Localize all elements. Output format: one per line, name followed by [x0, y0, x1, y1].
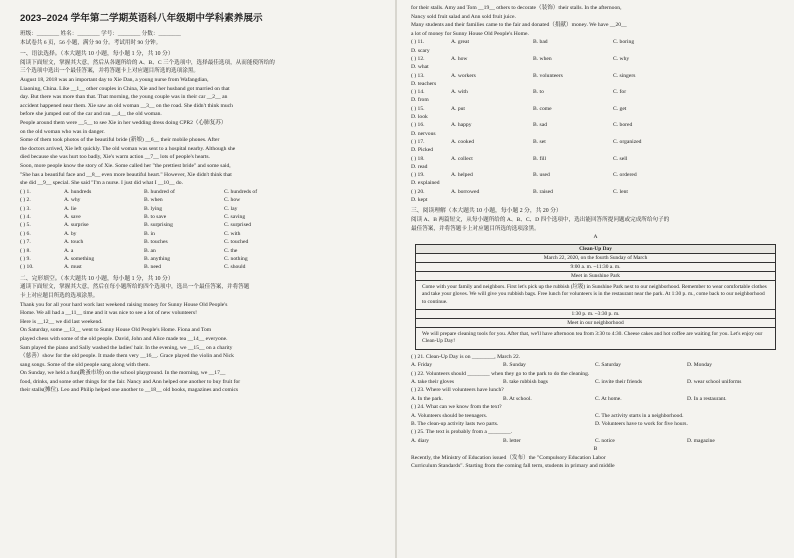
question-options: A. take their gloves B. take rubbish bags C. invite their friends D. wear school uniforms: [411, 379, 742, 386]
question-stem: ( ) 24. What can we know from the text?: [411, 404, 502, 411]
question-stem: ( ) 21. Clean-Up Day is on ________, March 22.: [411, 353, 521, 360]
passage-line: played chess with some of the old people. David, John and Alice made tea __14__ everyone.: [20, 335, 228, 342]
student-info-line: 班级：________ 姓名：________ 学号：________ 分数：________: [20, 31, 181, 37]
option-row: ( ) 12. A. how B. when C. why D. what: [411, 55, 630, 71]
question-25: [411, 428, 780, 445]
passage-line: before she jumped out of the car and ran __4__ the old woman.: [20, 111, 162, 118]
passage-line: Some of them took photos of the beautiful bride (新娘) __6__ their mobile phones. After: [20, 137, 220, 144]
passage-line: Nancy sold fruit salad and Ann sold fruit juice.: [411, 13, 516, 20]
passage-line: a lot of money for Sunny House Old People's Home.: [411, 30, 529, 37]
passage-line: their stalls(摊位). Leo and Philip helped one another to __18__ old books, magazines and comics: [20, 387, 239, 394]
notice-time-afternoon: 1:30 p. m. ~3:30 p. m.: [416, 310, 775, 319]
passage-line: Curriculum Standards". Starting from the coming fall term, students in primary and middle: [411, 463, 615, 470]
option-row: ( ) 1. A. hundreds B. hundred of C. hundreds of: [20, 188, 258, 195]
question-stem: ( ) 25. The text is probably from a ________.: [411, 429, 513, 436]
passage-line: for their stalls. Amy and Tom __19__ others to decorate（装饰）their stalls. In the afternoon,: [411, 5, 622, 11]
section2-options: [411, 38, 780, 204]
option-row: ( ) 19. A. helped B. used C. ordered D. explained: [411, 172, 637, 187]
exam-title: 2023–2024 学年第二学期英语科八年级期中学科素养展示: [20, 13, 263, 24]
option-row: ( ) 20. A. borrowed B. raised C. lent D. kept: [411, 188, 628, 204]
clean-up-notice: [415, 244, 776, 350]
section1-heading: 一、语法选择。（本大题共 10 小题，每小题 1 分，共 10 分）: [20, 51, 174, 58]
passage-line: on the old woman who was in danger.: [20, 128, 105, 135]
passage-line: accident happened near them. Xie saw an old woman __3__ on the road. She didn't think much: [20, 102, 233, 109]
passage-line: Thank you for all your hard work last weekend raising money for Sunny House Old People's: [20, 301, 228, 308]
section3-direction: 最佳答案，并将答题卡上对应题目所选的选项涂黑。: [411, 225, 540, 232]
option-row: ( ) 17. A. cooked B. set C. organized D. Picked: [411, 138, 642, 154]
section2-direction: 通读下面短文，掌握其大意，然后在每小题所给的四个选项中，选出一个最佳答案，并将答题: [20, 284, 250, 291]
passage-line: Here is __12__ we did last weekend.: [20, 318, 103, 325]
section1-passage: [20, 76, 385, 188]
notice-date: March 22, 2020, on the fourth Sunday of March: [416, 254, 775, 263]
option-row: ( ) 4. A. save B. to save C. saving: [20, 213, 246, 220]
question-24: [411, 403, 780, 428]
option-row: ( ) 18. A. collect B. fill C. sell D. read: [411, 155, 628, 170]
section1-options: [20, 188, 385, 272]
passage-a-label: A: [593, 234, 598, 241]
option-row: ( ) 11. A. great B. bad C. boring D. scary: [411, 39, 635, 54]
passage-line: On Saturday, some __13__ went to Sunny House Old People's Home. Fiona and Tom: [20, 327, 212, 334]
notice-place-neighborhood: Meet in our neighborhood: [416, 319, 775, 328]
section3-heading: 三、阅读理解（本大题共 10 小题，每小题 2 分，共 20 分）: [411, 208, 562, 215]
question-options: A. Friday B. Sunday C. Saturday D. Monday: [411, 362, 713, 369]
option-row: ( ) 15. A. put B. come C. get D. look: [411, 105, 627, 121]
question-options: A. diary B. letter C. notice D. magazine: [411, 437, 715, 444]
notice-text-morning: Come with your family and neighbors. First let's pick up the rubbish (垃圾) in Sunshine Park next to our neighborhood. Remember to wear comfortable clothes and take your gloves. We will give you rubbish bags. Free lunch for volunteers is in the restaurant near the park. At 1:30 p. m., come back to our neighborhood to continue.: [416, 281, 775, 310]
section1-direction: 阅读下面短文，掌握其大意，然后从各题所给的 A、B、C 三个选项中，选择最佳选项，从而能使所给的: [20, 59, 275, 66]
option-row: ( ) 8. A. a B. an C. the: [20, 247, 238, 254]
passage-line: food, drinks, and some other things for the fair. Nancy and Ann helped one another to buy fruit for: [20, 378, 241, 385]
option-row: ( ) 3. A. lie B. lying C. lay: [20, 205, 238, 212]
notice-place-park: Meet in Sunshine Park: [416, 272, 775, 281]
option-row: ( ) 6. A. by B. in C. with: [20, 230, 241, 237]
passage-line: the doctors arrived, Xie left quickly. The old woman was sent to a hospital nearby. Although she: [20, 145, 236, 152]
question-options: A. Volunteers should be teenagers. C. The activity starts in a neighborhood. B. The clean-up activity lasts two parts. D. Volunteers have to work for five hours.: [411, 412, 688, 427]
option-row: ( ) 7. A. touch B. touches C. touched: [20, 239, 249, 246]
question-options: A. In the park. B. At school. C. At home. D. In a restaurant.: [411, 395, 727, 402]
passage-line: On Sunday, we held a fun(跳蚤市场) on the school playground. In the morning, we __17__: [20, 370, 226, 377]
passage-line: Liaoning, China. Like __1__ other couples in China, Xie and her husband got married on that: [20, 85, 230, 92]
section1-direction: 三个选项中选出一个最佳答案，并将答题卡上对应题目所选的选项涂黑。: [20, 68, 200, 75]
passage-line: Sam played the piano and Sally washed the ladies' hair. In the evening, we __15__ on a charity: [20, 344, 233, 351]
option-row: ( ) 14. A. with B. to C. for D. from: [411, 89, 627, 104]
option-row: ( ) 10. A. must B. need C. should: [20, 264, 246, 271]
passage-line: August 18, 2018 was an important day to Xie Dan, a young nurse from Wafangdian,: [20, 76, 209, 83]
option-row: ( ) 5. A. surprise B. surprising C. surprised: [20, 222, 252, 229]
question-21: [411, 353, 780, 370]
passage-line: she did __9__ special. She said "I'm a nurse. I just did what I __10__ do.: [20, 180, 183, 187]
exam-instruction: 本试卷共 6 页，56 小题，满分 90 分。考试用时 90 分钟。: [20, 39, 162, 46]
option-row: ( ) 13. A. workers B. volunteers C. singers D. teachers: [411, 72, 636, 87]
question-23: [411, 386, 780, 403]
right-page: [397, 0, 794, 558]
notice-time-morning: 9:00 a. m. ~11:30 a. m.: [416, 263, 775, 272]
passage-b-label: B: [593, 445, 598, 452]
option-row: ( ) 16. A. happy B. sad C. bored D. nervous: [411, 122, 633, 137]
passage-line: sang songs. Some of the old people sang along with them.: [20, 361, 150, 368]
question-22: [411, 370, 780, 387]
passage-line: day. But there was more than that. That morning, the young couple was in their car __2__ an: [20, 94, 228, 101]
notice-title: Clean-Up Day: [416, 245, 775, 254]
passage-line: died because she was hurt too badly, Xie's warm action __7__ lots of people's hearts.: [20, 154, 210, 161]
option-row: ( ) 9. A. something B. anything C. nothing: [20, 255, 248, 262]
section2-heading: 二、完形填空。（本大题共 10 小题，每小题 1 分，共 10 分）: [20, 275, 174, 282]
passage-line: Home. We all had a __11__ time and it was nice to see a lot of new volunteers!: [20, 310, 197, 317]
passage-line: "She has a beautiful face and __8__ even more beautiful heart." However, Xie didn't think that: [20, 171, 232, 178]
option-row: ( ) 2. A. why B. when C. how: [20, 197, 241, 204]
section2-passage-cont: [411, 4, 780, 38]
section2-direction: 卡上对应题目所选的选项涂黑。: [20, 292, 99, 299]
section3-direction: 阅读 A、B 两篇短文，从每小题所给的 A、B、C、D 四个选项中，选出能回答所提问题或完成所给句子的: [411, 216, 670, 223]
section2-passage: [20, 301, 385, 396]
notice-text-afternoon: We will prepare cleaning tools for you. After that, we'll have afternoon tea from 3:30 to 4:30. Cheese cakes and hot coffee are waiting for you. Let's enjoy our Clean-Up Day!: [422, 330, 763, 345]
passage-line: Soon, more people know the story of Xie. Some called her "the prettiest bride" and some said,: [20, 162, 231, 169]
passage-line: Many students and their families came to the fair and donated（捐献）money. We have __20__: [411, 22, 627, 29]
question-stem: ( ) 22. Volunteers should ________ when they go to the park to do the cleaning.: [411, 370, 590, 377]
passage-line: （慈善）show for the old people. It made them very __16__. Grace played the violin and Nick: [20, 353, 234, 360]
passage-line: Recently, the Ministry of Education issued（发布）the "Compulsory Education Labor: [411, 454, 606, 461]
passage-line: People around them were __5__ to see Xie in her wedding dress doing CPR2（心肺复苏）: [20, 119, 227, 126]
question-stem: ( ) 23. Where will volunteers have lunch?: [411, 387, 504, 394]
